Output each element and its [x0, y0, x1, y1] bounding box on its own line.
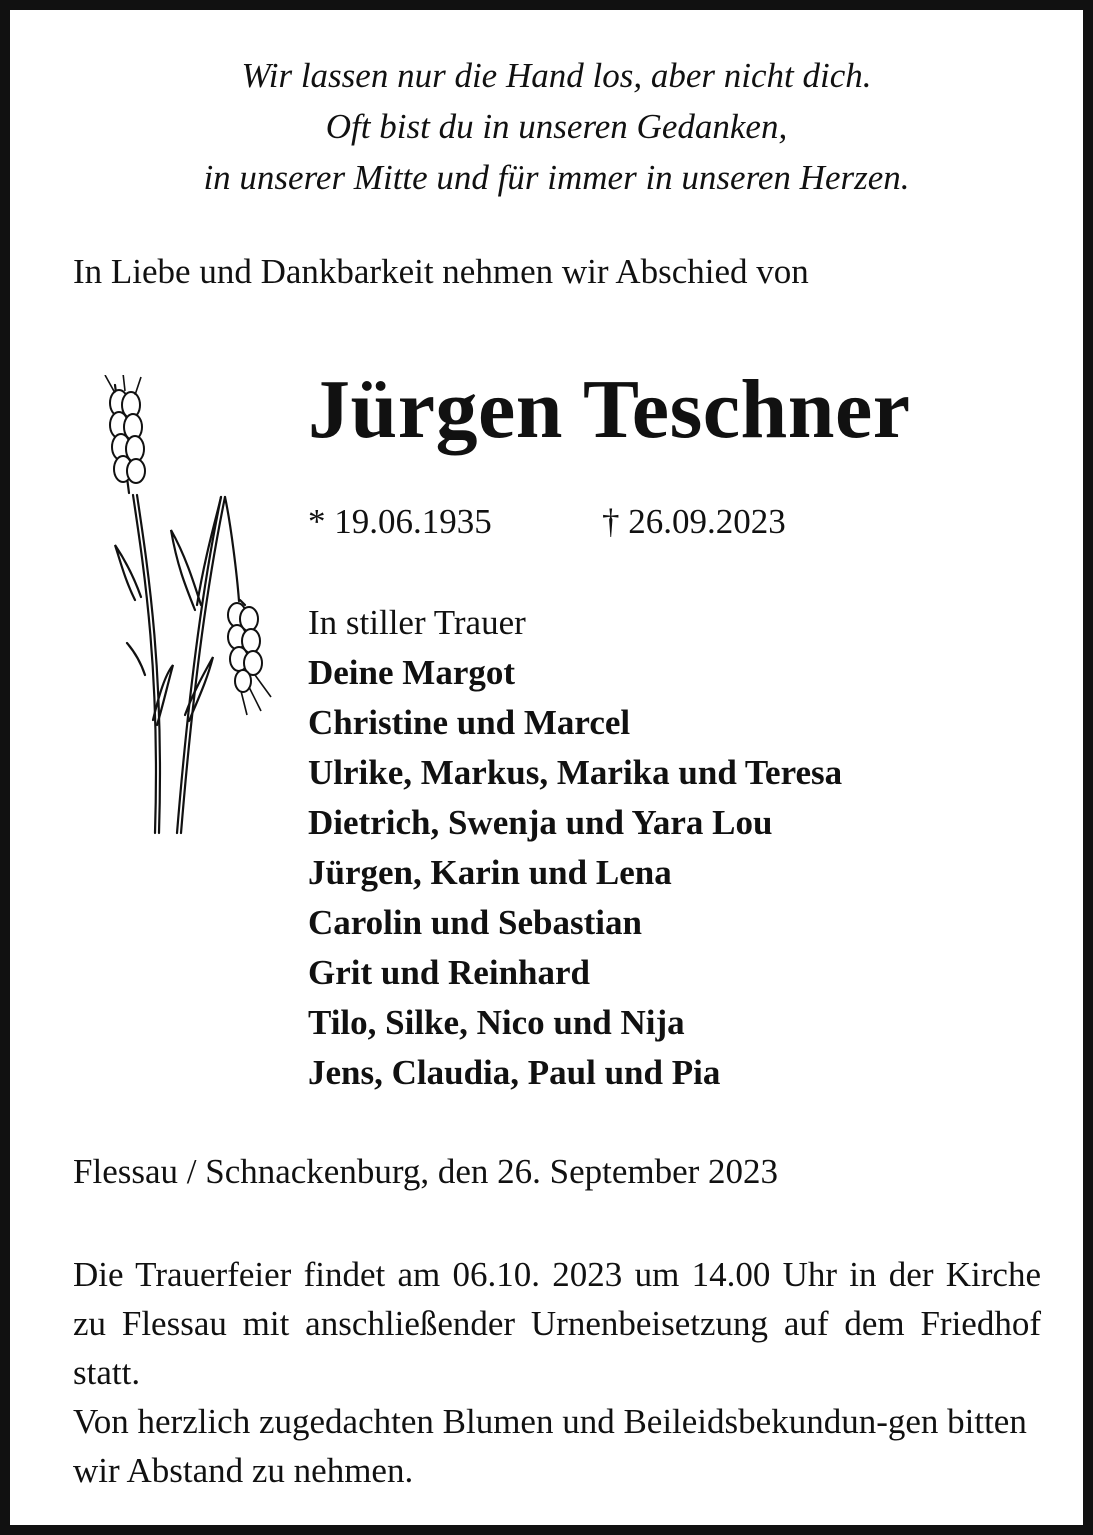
request-paragraph: Von herzlich zugedachten Blumen und Beileidsbekundun-gen bitten wir Abstand zu nehmen. [73, 1402, 1027, 1490]
funeral-notice [73, 1250, 1041, 1495]
list-item: Ulrike, Markus, Marika und Teresa [308, 753, 843, 792]
list-item: Carolin und Sebastian [308, 903, 642, 942]
birth-date: * 19.06.1935 [308, 502, 492, 541]
list-item: Christine und Marcel [308, 703, 631, 742]
list-item: Jens, Claudia, Paul und Pia [308, 1053, 721, 1092]
mourning-heading: In stiller Trauer [308, 603, 526, 642]
list-item: Deine Margot [308, 653, 516, 692]
verse-line: Wir lassen nur die Hand los, aber nicht dich. [241, 56, 872, 95]
list-item: Jürgen, Karin und Lena [308, 853, 672, 892]
deceased-name: Jürgen Teschner [308, 363, 911, 456]
list-item: Dietrich, Swenja und Yara Lou [308, 803, 773, 842]
place-and-date: Flessau / Schnackenburg, den 26. September 2023 [73, 1152, 779, 1191]
mourners-block [308, 598, 842, 1098]
ceremony-paragraph: Die Trauerfeier findet am 06.10. 2023 um 14.00 Uhr in der Kirche zu Flessau mit anschließender Urnenbeisetzung auf dem Friedhof statt. [73, 1255, 1041, 1392]
list-item: Tilo, Silke, Nico und Nija [308, 1003, 685, 1042]
verse-line: Oft bist du in unseren Gedanken, [325, 107, 788, 146]
life-dates [308, 498, 786, 546]
farewell-intro: In Liebe und Dankbarkeit nehmen wir Abschied von [73, 252, 809, 291]
wheat-ears-icon [85, 375, 285, 845]
mourners-list [308, 648, 842, 1098]
memorial-verse [10, 50, 1093, 203]
death-date: † 26.09.2023 [602, 502, 786, 541]
list-item: Grit und Reinhard [308, 953, 590, 992]
verse-line: in unserer Mitte und für immer in unseren Herzen. [203, 158, 910, 197]
